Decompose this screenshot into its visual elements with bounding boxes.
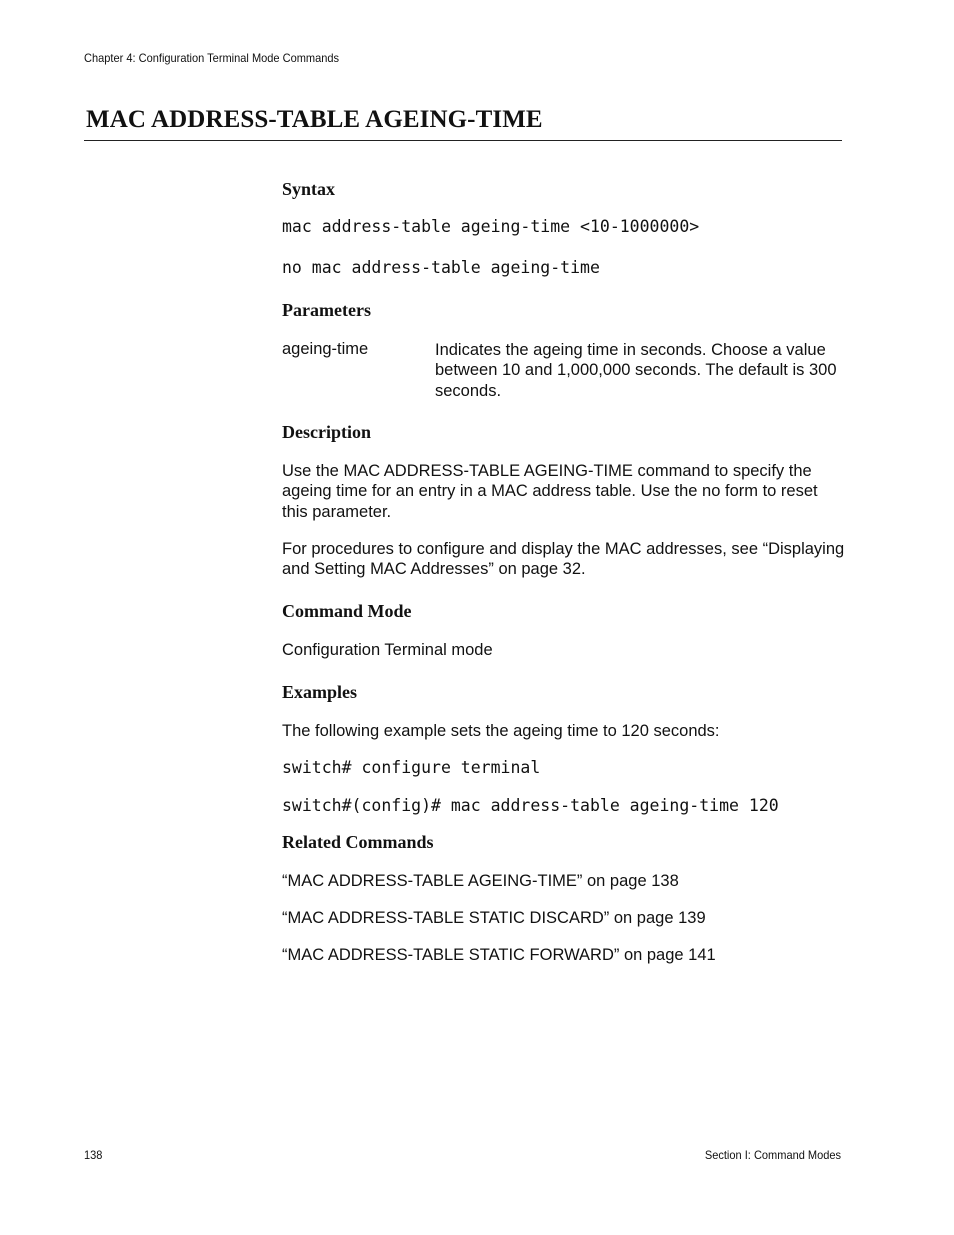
parameter-name: ageing-time [282,340,369,358]
running-header: Chapter 4: Configuration Terminal Mode Commands [84,51,340,65]
command-mode-heading: Command Mode [282,601,412,621]
syntax-heading: Syntax [282,179,336,199]
related-commands-heading: Related Commands [282,832,434,852]
examples-intro: The following example sets the ageing time to 120 seconds: [282,722,720,740]
examples-heading: Examples [282,682,358,702]
description-paragraph: Use the MAC ADDRESS-TABLE AGEING-TIME command to specify the ageing time for an entry in a MAC address table. Use the no form to reset this parameter. [282,462,818,521]
example-line: switch# configure terminal [282,758,541,777]
example-line: switch#(config)# mac address-table ageing-time 120 [282,796,779,815]
section-footer: Section I: Command Modes [704,1148,841,1162]
title-divider [84,140,842,141]
page-number: 138 [84,1148,103,1162]
page-title: MAC ADDRESS-TABLE AGEING-TIME [86,106,543,133]
description-heading: Description [282,422,371,442]
command-mode-text: Configuration Terminal mode [282,641,493,659]
syntax-line: mac address-table ageing-time <10-1000000> [282,217,700,236]
related-command-link[interactable]: “MAC ADDRESS-TABLE STATIC FORWARD” on page 141 [282,946,716,964]
related-command-link[interactable]: “MAC ADDRESS-TABLE STATIC DISCARD” on page 139 [282,909,706,927]
related-command-link[interactable]: “MAC ADDRESS-TABLE AGEING-TIME” on page 138 [282,872,679,890]
syntax-line: no mac address-table ageing-time [282,258,600,277]
description-paragraph: For procedures to configure and display the MAC addresses, see “Displaying and Setting MAC Addresses” on page 32. [282,540,845,579]
parameters-heading: Parameters [282,300,371,320]
parameter-description: Indicates the ageing time in seconds. Choose a value between 10 and 1,000,000 seconds. The default is 300 seconds. [435,341,837,400]
